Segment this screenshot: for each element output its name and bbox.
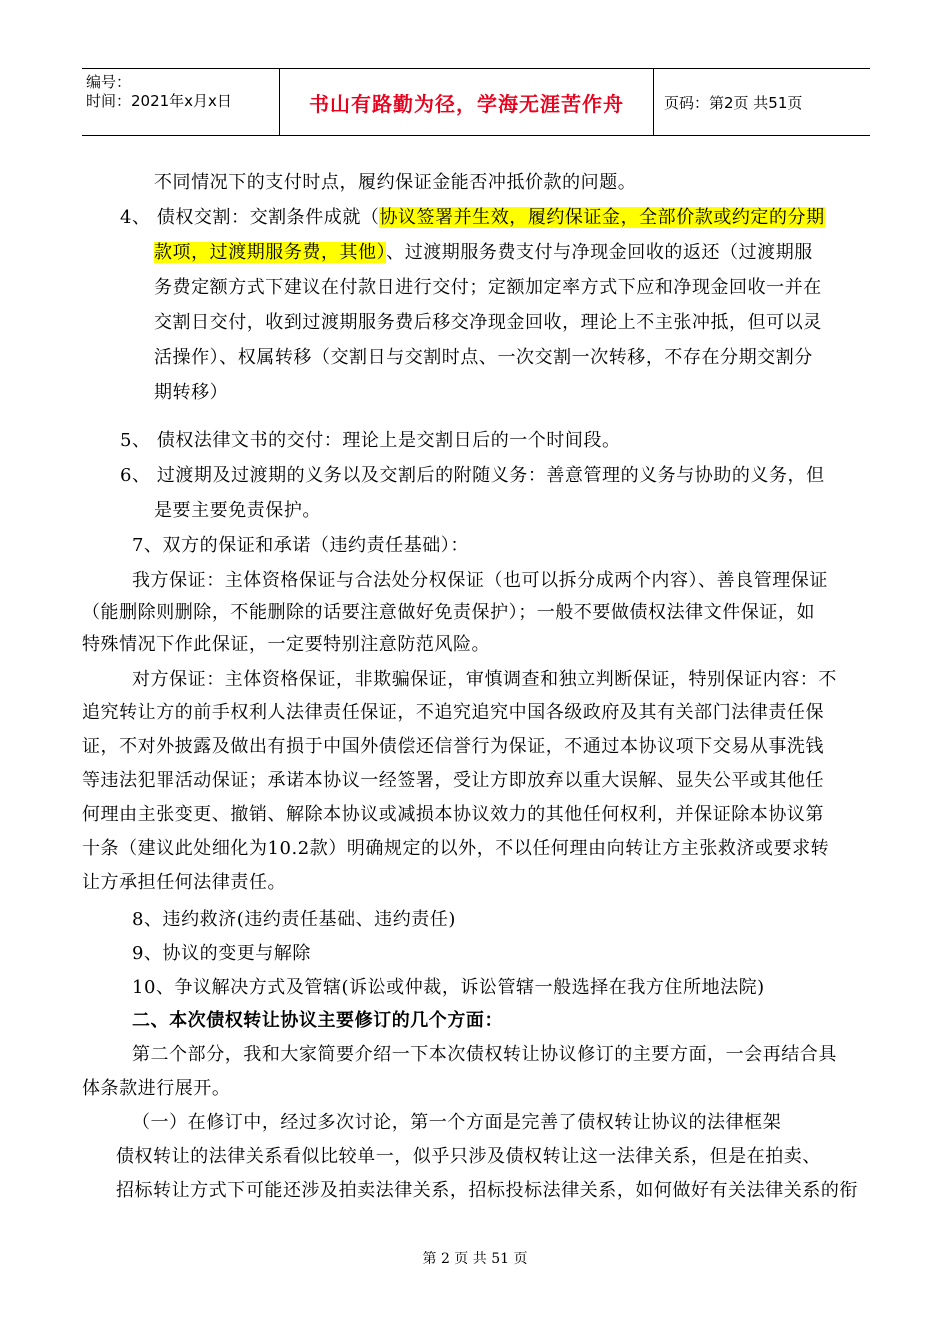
body-line: 等违法犯罪活动保证；承诺本协议一经签署，受让方即放弃以重大误解、显失公平或其他任 <box>82 770 824 791</box>
page-footer: 第 2 页 共 51 页 <box>422 1251 528 1267</box>
body-line: 我方保证：主体资格保证与合法处分权保证（也可以拆分成两个内容）、善良管理保证 <box>132 570 828 591</box>
body-line: 对方保证：主体资格保证，非欺骗保证，审慎调查和独立判断保证，特别保证内容：不 <box>132 669 837 690</box>
body-line: 不同情况下的支付时点，履约保证金能否冲抵价款的问题。 <box>154 172 637 193</box>
highlight-text: 款项，过渡期服务费，其他） <box>154 242 387 263</box>
body-line: 第二个部分，我和大家简要介绍一下本次债权转让协议修订的主要方面，一会再结合具 <box>132 1044 837 1065</box>
body-line: 是要主要免责保护。 <box>154 500 321 521</box>
highlight-text: 协议签署并生效，履约保证金，全部价款或约定的分期 <box>379 207 825 228</box>
page-header <box>82 68 870 136</box>
body-line: 交割日交付，收到过渡期服务费后移交净现金回收，理论上不主张冲抵，但可以灵 <box>154 312 822 333</box>
header-meta <box>82 69 280 135</box>
header-page-code: 页码：第2页 共51页 <box>664 93 803 112</box>
body-line: 9、协议的变更与解除 <box>132 943 311 964</box>
body-line: 活操作）、权属转移（交割日与交割时点、一次交割一次转移，不存在分期交割分 <box>154 347 813 368</box>
body-line: 款项，过渡期服务费，其他）、过渡期服务费支付与净现金回收的返还（过渡期服 <box>154 242 813 263</box>
body-line: （能删除则删除，不能删除的话要注意做好免责保护）；一般不要做债权法律文件保证，如 <box>82 602 815 623</box>
header-slogan: 书山有路勤为径，学海无涯苦作舟 <box>280 69 654 135</box>
body-line: （一）在修订中，经过多次讨论，第一个方面是完善了债权转让协议的法律框架 <box>132 1112 782 1133</box>
body-line: 债权转让的法律关系看似比较单一，似乎只涉及债权转让这一法律关系，但是在拍卖、 <box>116 1146 821 1167</box>
section-heading: 二、本次债权转让协议主要修订的几个方面： <box>132 1010 503 1031</box>
body-line: 6、 过渡期及过渡期的义务以及交割后的附随义务：善意管理的义务与协助的义务，但 <box>120 465 825 486</box>
body-line: 期转移） <box>154 382 229 403</box>
body-line: 务费定额方式下建议在付款日进行交付；定额加定率方式下应和净现金回收一并在 <box>154 277 822 298</box>
body-line: 证，不对外披露及做出有损于中国外债偿还信誉行为保证，不通过本协议项下交易从事洗钱 <box>82 736 824 757</box>
header-time: 时间：2021年x月x日 <box>86 92 232 110</box>
body-line: 十条（建议此处细化为10.2款）明确规定的以外，不以任何理由向转让方主张救济或要求转 <box>82 838 830 859</box>
body-line: 5、 债权法律文书的交付：理论上是交割日后的一个时间段。 <box>120 430 621 451</box>
body-line: 特殊情况下作此保证，一定要特别注意防范风险。 <box>82 634 491 655</box>
body-line: 4、 债权交割：交割条件成就（协议签署并生效，履约保证金，全部价款或约定的分期 <box>120 207 825 228</box>
body-line: 10、争议解决方式及管辖(诉讼或仲裁，诉讼管辖一般选择在我方住所地法院) <box>132 977 765 998</box>
body-line: 7、双方的保证和承诺（违约责任基础）： <box>132 535 469 556</box>
body-line: 招标转让方式下可能还涉及拍卖法律关系，招标投标法律关系，如何做好有关法律关系的衔 <box>116 1180 858 1201</box>
body-line: 8、违约救济(违约责任基础、违约责任) <box>132 909 456 930</box>
header-number: 编号： <box>86 73 132 91</box>
body-line: 让方承担任何法律责任。 <box>82 872 287 893</box>
body-line: 追究转让方的前手权利人法律责任保证，不追究追究中国各级政府及其有关部门法律责任保 <box>82 702 824 723</box>
body-line: 何理由主张变更、撤销、解除本协议或减损本协议效力的其他任何权利，并保证除本协议第 <box>82 804 824 825</box>
body-line: 体条款进行展开。 <box>82 1078 231 1099</box>
